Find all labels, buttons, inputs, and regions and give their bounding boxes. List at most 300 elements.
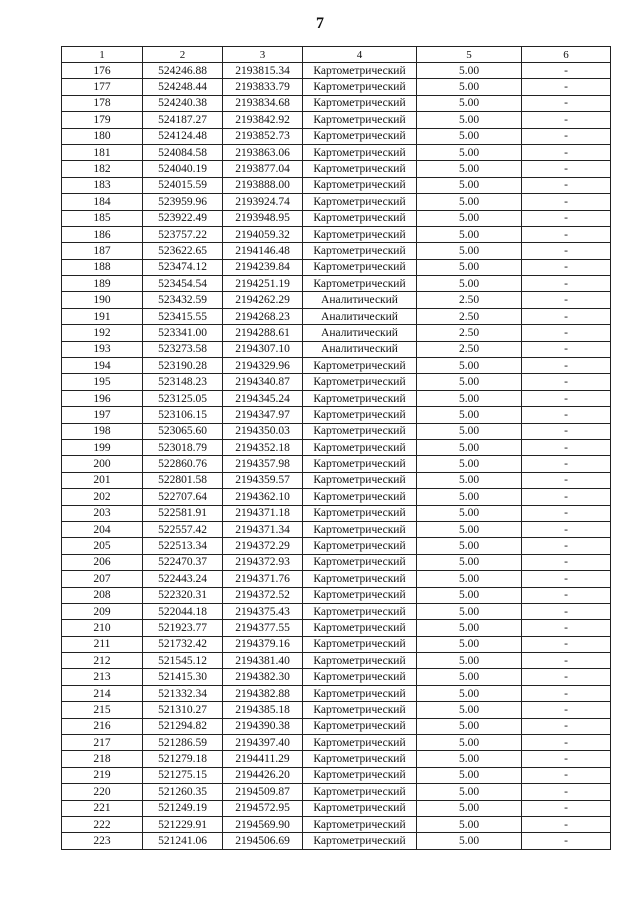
accuracy-cell: 2.50 — [417, 292, 522, 308]
table-row — [62, 161, 611, 177]
note-cell: - — [522, 63, 611, 79]
point-number-cell: 185 — [62, 210, 143, 226]
note-cell: - — [522, 816, 611, 832]
table-row — [62, 112, 611, 128]
accuracy-cell: 5.00 — [417, 161, 522, 177]
method-cell: Картометрический — [303, 718, 417, 734]
accuracy-cell: 5.00 — [417, 735, 522, 751]
y-coordinate-cell: 2194345.24 — [223, 390, 303, 406]
y-coordinate-cell: 2194288.61 — [223, 325, 303, 341]
x-coordinate-cell: 522320.31 — [143, 587, 223, 603]
note-cell: - — [522, 538, 611, 554]
y-coordinate-cell: 2194572.95 — [223, 800, 303, 816]
note-cell: - — [522, 341, 611, 357]
method-cell: Картометрический — [303, 144, 417, 160]
note-cell: - — [522, 144, 611, 160]
table-row — [62, 833, 611, 849]
y-coordinate-cell: 2193815.34 — [223, 63, 303, 79]
y-coordinate-cell: 2194382.30 — [223, 669, 303, 685]
point-number-cell: 184 — [62, 194, 143, 210]
table-header-row — [62, 47, 611, 63]
table-row — [62, 653, 611, 669]
y-coordinate-cell: 2193948.95 — [223, 210, 303, 226]
method-cell: Картометрический — [303, 456, 417, 472]
method-cell: Картометрический — [303, 194, 417, 210]
note-cell: - — [522, 472, 611, 488]
y-coordinate-cell: 2193842.92 — [223, 112, 303, 128]
table-row — [62, 79, 611, 95]
x-coordinate-cell: 523922.49 — [143, 210, 223, 226]
point-number-cell: 183 — [62, 177, 143, 193]
accuracy-cell: 5.00 — [417, 669, 522, 685]
x-coordinate-cell: 521241.06 — [143, 833, 223, 849]
y-coordinate-cell: 2194375.43 — [223, 603, 303, 619]
table-row — [62, 194, 611, 210]
accuracy-cell: 5.00 — [417, 407, 522, 423]
y-coordinate-cell: 2193833.79 — [223, 79, 303, 95]
y-coordinate-cell: 2194371.34 — [223, 521, 303, 537]
accuracy-cell: 5.00 — [417, 456, 522, 472]
accuracy-cell: 5.00 — [417, 472, 522, 488]
accuracy-cell: 5.00 — [417, 374, 522, 390]
method-cell: Картометрический — [303, 439, 417, 455]
table-row — [62, 439, 611, 455]
x-coordinate-cell: 523959.96 — [143, 194, 223, 210]
note-cell: - — [522, 833, 611, 849]
y-coordinate-cell: 2194146.48 — [223, 243, 303, 259]
point-number-cell: 178 — [62, 95, 143, 111]
accuracy-cell: 5.00 — [417, 620, 522, 636]
table-row — [62, 571, 611, 587]
accuracy-cell: 5.00 — [417, 833, 522, 849]
point-number-cell: 187 — [62, 243, 143, 259]
note-cell: - — [522, 653, 611, 669]
method-cell: Картометрический — [303, 538, 417, 554]
x-coordinate-cell: 524124.48 — [143, 128, 223, 144]
table-row — [62, 128, 611, 144]
point-number-cell: 199 — [62, 439, 143, 455]
note-cell: - — [522, 439, 611, 455]
table-row — [62, 521, 611, 537]
point-number-cell: 210 — [62, 620, 143, 636]
x-coordinate-cell: 524015.59 — [143, 177, 223, 193]
point-number-cell: 177 — [62, 79, 143, 95]
x-coordinate-cell: 522581.91 — [143, 505, 223, 521]
y-coordinate-cell: 2194411.29 — [223, 751, 303, 767]
note-cell: - — [522, 276, 611, 292]
table-row — [62, 292, 611, 308]
table-row — [62, 669, 611, 685]
point-number-cell: 193 — [62, 341, 143, 357]
note-cell: - — [522, 489, 611, 505]
accuracy-cell: 5.00 — [417, 226, 522, 242]
x-coordinate-cell: 521310.27 — [143, 702, 223, 718]
x-coordinate-cell: 521260.35 — [143, 784, 223, 800]
y-coordinate-cell: 2194569.90 — [223, 816, 303, 832]
accuracy-cell: 5.00 — [417, 276, 522, 292]
method-cell: Картометрический — [303, 259, 417, 275]
accuracy-cell: 2.50 — [417, 325, 522, 341]
accuracy-cell: 5.00 — [417, 423, 522, 439]
note-cell: - — [522, 79, 611, 95]
accuracy-cell: 5.00 — [417, 259, 522, 275]
point-number-cell: 216 — [62, 718, 143, 734]
table-row — [62, 751, 611, 767]
column-header: 6 — [522, 47, 611, 63]
x-coordinate-cell: 523148.23 — [143, 374, 223, 390]
y-coordinate-cell: 2194329.96 — [223, 358, 303, 374]
x-coordinate-cell: 524240.38 — [143, 95, 223, 111]
method-cell: Картометрический — [303, 95, 417, 111]
table-row — [62, 358, 611, 374]
point-number-cell: 211 — [62, 636, 143, 652]
y-coordinate-cell: 2194340.87 — [223, 374, 303, 390]
point-number-cell: 182 — [62, 161, 143, 177]
note-cell: - — [522, 423, 611, 439]
x-coordinate-cell: 522044.18 — [143, 603, 223, 619]
method-cell: Картометрический — [303, 620, 417, 636]
method-cell: Аналитический — [303, 325, 417, 341]
accuracy-cell: 5.00 — [417, 489, 522, 505]
y-coordinate-cell: 2193877.04 — [223, 161, 303, 177]
accuracy-cell: 5.00 — [417, 751, 522, 767]
method-cell: Картометрический — [303, 407, 417, 423]
note-cell: - — [522, 407, 611, 423]
note-cell: - — [522, 177, 611, 193]
note-cell: - — [522, 456, 611, 472]
method-cell: Картометрический — [303, 161, 417, 177]
table-row — [62, 505, 611, 521]
accuracy-cell: 5.00 — [417, 79, 522, 95]
method-cell: Картометрический — [303, 390, 417, 406]
point-number-cell: 188 — [62, 259, 143, 275]
y-coordinate-cell: 2193924.74 — [223, 194, 303, 210]
note-cell: - — [522, 603, 611, 619]
note-cell: - — [522, 128, 611, 144]
x-coordinate-cell: 523454.54 — [143, 276, 223, 292]
y-coordinate-cell: 2194352.18 — [223, 439, 303, 455]
y-coordinate-cell: 2194390.38 — [223, 718, 303, 734]
method-cell: Картометрический — [303, 636, 417, 652]
accuracy-cell: 2.50 — [417, 308, 522, 324]
table-row — [62, 259, 611, 275]
accuracy-cell: 5.00 — [417, 784, 522, 800]
x-coordinate-cell: 521732.42 — [143, 636, 223, 652]
point-number-cell: 214 — [62, 685, 143, 701]
y-coordinate-cell: 2194372.93 — [223, 554, 303, 570]
x-coordinate-cell: 521279.18 — [143, 751, 223, 767]
table-row — [62, 702, 611, 718]
table-row — [62, 423, 611, 439]
accuracy-cell: 5.00 — [417, 358, 522, 374]
point-number-cell: 189 — [62, 276, 143, 292]
x-coordinate-cell: 522513.34 — [143, 538, 223, 554]
method-cell: Картометрический — [303, 276, 417, 292]
table-row — [62, 620, 611, 636]
accuracy-cell: 5.00 — [417, 210, 522, 226]
y-coordinate-cell: 2194251.19 — [223, 276, 303, 292]
point-number-cell: 221 — [62, 800, 143, 816]
point-number-cell: 196 — [62, 390, 143, 406]
y-coordinate-cell: 2194268.23 — [223, 308, 303, 324]
note-cell: - — [522, 259, 611, 275]
x-coordinate-cell: 523622.65 — [143, 243, 223, 259]
x-coordinate-cell: 523065.60 — [143, 423, 223, 439]
x-coordinate-cell: 524246.88 — [143, 63, 223, 79]
method-cell: Картометрический — [303, 800, 417, 816]
accuracy-cell: 5.00 — [417, 603, 522, 619]
note-cell: - — [522, 358, 611, 374]
table-row — [62, 144, 611, 160]
method-cell: Картометрический — [303, 751, 417, 767]
accuracy-cell: 5.00 — [417, 636, 522, 652]
x-coordinate-cell: 521286.59 — [143, 735, 223, 751]
x-coordinate-cell: 521229.91 — [143, 816, 223, 832]
table-row — [62, 554, 611, 570]
note-cell: - — [522, 292, 611, 308]
x-coordinate-cell: 522470.37 — [143, 554, 223, 570]
method-cell: Аналитический — [303, 308, 417, 324]
point-number-cell: 203 — [62, 505, 143, 521]
x-coordinate-cell: 521294.82 — [143, 718, 223, 734]
method-cell: Картометрический — [303, 128, 417, 144]
x-coordinate-cell: 522443.24 — [143, 571, 223, 587]
table-row — [62, 341, 611, 357]
x-coordinate-cell: 523757.22 — [143, 226, 223, 242]
note-cell: - — [522, 800, 611, 816]
point-number-cell: 180 — [62, 128, 143, 144]
y-coordinate-cell: 2194397.40 — [223, 735, 303, 751]
method-cell: Картометрический — [303, 210, 417, 226]
method-cell: Картометрический — [303, 685, 417, 701]
accuracy-cell: 5.00 — [417, 63, 522, 79]
x-coordinate-cell: 521275.15 — [143, 767, 223, 783]
x-coordinate-cell: 523415.55 — [143, 308, 223, 324]
note-cell: - — [522, 325, 611, 341]
point-number-cell: 213 — [62, 669, 143, 685]
table-row — [62, 276, 611, 292]
note-cell: - — [522, 767, 611, 783]
y-coordinate-cell: 2194426.20 — [223, 767, 303, 783]
table-row — [62, 587, 611, 603]
table-row — [62, 390, 611, 406]
table-row — [62, 472, 611, 488]
note-cell: - — [522, 210, 611, 226]
table-body — [62, 63, 611, 850]
note-cell: - — [522, 571, 611, 587]
method-cell: Картометрический — [303, 521, 417, 537]
table-row — [62, 456, 611, 472]
table-row — [62, 735, 611, 751]
column-header: 1 — [62, 47, 143, 63]
table-row — [62, 816, 611, 832]
method-cell: Картометрический — [303, 653, 417, 669]
method-cell: Картометрический — [303, 489, 417, 505]
note-cell: - — [522, 669, 611, 685]
table-row — [62, 784, 611, 800]
x-coordinate-cell: 523018.79 — [143, 439, 223, 455]
point-number-cell: 202 — [62, 489, 143, 505]
note-cell: - — [522, 95, 611, 111]
y-coordinate-cell: 2194357.98 — [223, 456, 303, 472]
point-number-cell: 190 — [62, 292, 143, 308]
y-coordinate-cell: 2194362.10 — [223, 489, 303, 505]
y-coordinate-cell: 2194059.32 — [223, 226, 303, 242]
x-coordinate-cell: 521923.77 — [143, 620, 223, 636]
y-coordinate-cell: 2194377.55 — [223, 620, 303, 636]
point-number-cell: 204 — [62, 521, 143, 537]
y-coordinate-cell: 2194347.97 — [223, 407, 303, 423]
table-row — [62, 226, 611, 242]
y-coordinate-cell: 2194372.29 — [223, 538, 303, 554]
accuracy-cell: 5.00 — [417, 653, 522, 669]
x-coordinate-cell: 523474.12 — [143, 259, 223, 275]
method-cell: Картометрический — [303, 833, 417, 849]
point-number-cell: 215 — [62, 702, 143, 718]
column-header: 5 — [417, 47, 522, 63]
point-number-cell: 218 — [62, 751, 143, 767]
x-coordinate-cell: 522801.58 — [143, 472, 223, 488]
x-coordinate-cell: 523273.58 — [143, 341, 223, 357]
table-row — [62, 718, 611, 734]
method-cell: Картометрический — [303, 472, 417, 488]
accuracy-cell: 5.00 — [417, 112, 522, 128]
table-row — [62, 177, 611, 193]
page-number: 7 — [316, 15, 324, 32]
accuracy-cell: 5.00 — [417, 554, 522, 570]
note-cell: - — [522, 587, 611, 603]
y-coordinate-cell: 2194350.03 — [223, 423, 303, 439]
method-cell: Картометрический — [303, 587, 417, 603]
y-coordinate-cell: 2194382.88 — [223, 685, 303, 701]
table-row — [62, 63, 611, 79]
accuracy-cell: 5.00 — [417, 702, 522, 718]
table-row — [62, 308, 611, 324]
y-coordinate-cell: 2194359.57 — [223, 472, 303, 488]
x-coordinate-cell: 522707.64 — [143, 489, 223, 505]
y-coordinate-cell: 2194509.87 — [223, 784, 303, 800]
note-cell: - — [522, 112, 611, 128]
method-cell: Картометрический — [303, 112, 417, 128]
x-coordinate-cell: 523341.00 — [143, 325, 223, 341]
table-row — [62, 538, 611, 554]
method-cell: Картометрический — [303, 554, 417, 570]
method-cell: Картометрический — [303, 374, 417, 390]
accuracy-cell: 5.00 — [417, 439, 522, 455]
accuracy-cell: 5.00 — [417, 685, 522, 701]
x-coordinate-cell: 521545.12 — [143, 653, 223, 669]
y-coordinate-cell: 2193834.68 — [223, 95, 303, 111]
note-cell: - — [522, 702, 611, 718]
point-number-cell: 197 — [62, 407, 143, 423]
table-row — [62, 325, 611, 341]
accuracy-cell: 5.00 — [417, 194, 522, 210]
x-coordinate-cell: 521332.34 — [143, 685, 223, 701]
x-coordinate-cell: 524187.27 — [143, 112, 223, 128]
point-number-cell: 205 — [62, 538, 143, 554]
method-cell: Картометрический — [303, 423, 417, 439]
accuracy-cell: 5.00 — [417, 767, 522, 783]
y-coordinate-cell: 2194371.76 — [223, 571, 303, 587]
accuracy-cell: 5.00 — [417, 538, 522, 554]
y-coordinate-cell: 2194381.40 — [223, 653, 303, 669]
point-number-cell: 212 — [62, 653, 143, 669]
method-cell: Картометрический — [303, 735, 417, 751]
y-coordinate-cell: 2194371.18 — [223, 505, 303, 521]
column-header: 2 — [143, 47, 223, 63]
table-row — [62, 243, 611, 259]
method-cell: Картометрический — [303, 603, 417, 619]
accuracy-cell: 5.00 — [417, 800, 522, 816]
accuracy-cell: 5.00 — [417, 816, 522, 832]
method-cell: Аналитический — [303, 341, 417, 357]
x-coordinate-cell: 523432.59 — [143, 292, 223, 308]
accuracy-cell: 5.00 — [417, 95, 522, 111]
method-cell: Картометрический — [303, 79, 417, 95]
column-header: 3 — [223, 47, 303, 63]
point-number-cell: 208 — [62, 587, 143, 603]
note-cell: - — [522, 390, 611, 406]
table-row — [62, 800, 611, 816]
x-coordinate-cell: 521249.19 — [143, 800, 223, 816]
accuracy-cell: 5.00 — [417, 243, 522, 259]
accuracy-cell: 5.00 — [417, 390, 522, 406]
note-cell: - — [522, 751, 611, 767]
accuracy-cell: 5.00 — [417, 718, 522, 734]
point-number-cell: 194 — [62, 358, 143, 374]
method-cell: Аналитический — [303, 292, 417, 308]
note-cell: - — [522, 554, 611, 570]
point-number-cell: 209 — [62, 603, 143, 619]
table-row — [62, 374, 611, 390]
method-cell: Картометрический — [303, 669, 417, 685]
note-cell: - — [522, 308, 611, 324]
table-row — [62, 210, 611, 226]
note-cell: - — [522, 636, 611, 652]
accuracy-cell: 5.00 — [417, 505, 522, 521]
note-cell: - — [522, 161, 611, 177]
x-coordinate-cell: 524248.44 — [143, 79, 223, 95]
point-number-cell: 186 — [62, 226, 143, 242]
note-cell: - — [522, 735, 611, 751]
point-number-cell: 191 — [62, 308, 143, 324]
accuracy-cell: 5.00 — [417, 144, 522, 160]
accuracy-cell: 5.00 — [417, 571, 522, 587]
method-cell: Картометрический — [303, 571, 417, 587]
point-number-cell: 195 — [62, 374, 143, 390]
point-number-cell: 198 — [62, 423, 143, 439]
point-number-cell: 201 — [62, 472, 143, 488]
y-coordinate-cell: 2194506.69 — [223, 833, 303, 849]
accuracy-cell: 5.00 — [417, 177, 522, 193]
method-cell: Картометрический — [303, 702, 417, 718]
point-number-cell: 207 — [62, 571, 143, 587]
y-coordinate-cell: 2193863.06 — [223, 144, 303, 160]
note-cell: - — [522, 243, 611, 259]
note-cell: - — [522, 784, 611, 800]
y-coordinate-cell: 2194262.29 — [223, 292, 303, 308]
method-cell: Картометрический — [303, 784, 417, 800]
note-cell: - — [522, 620, 611, 636]
method-cell: Картометрический — [303, 226, 417, 242]
x-coordinate-cell: 524084.58 — [143, 144, 223, 160]
note-cell: - — [522, 685, 611, 701]
point-number-cell: 200 — [62, 456, 143, 472]
y-coordinate-cell: 2194307.10 — [223, 341, 303, 357]
y-coordinate-cell: 2194372.52 — [223, 587, 303, 603]
accuracy-cell: 5.00 — [417, 521, 522, 537]
method-cell: Картометрический — [303, 63, 417, 79]
